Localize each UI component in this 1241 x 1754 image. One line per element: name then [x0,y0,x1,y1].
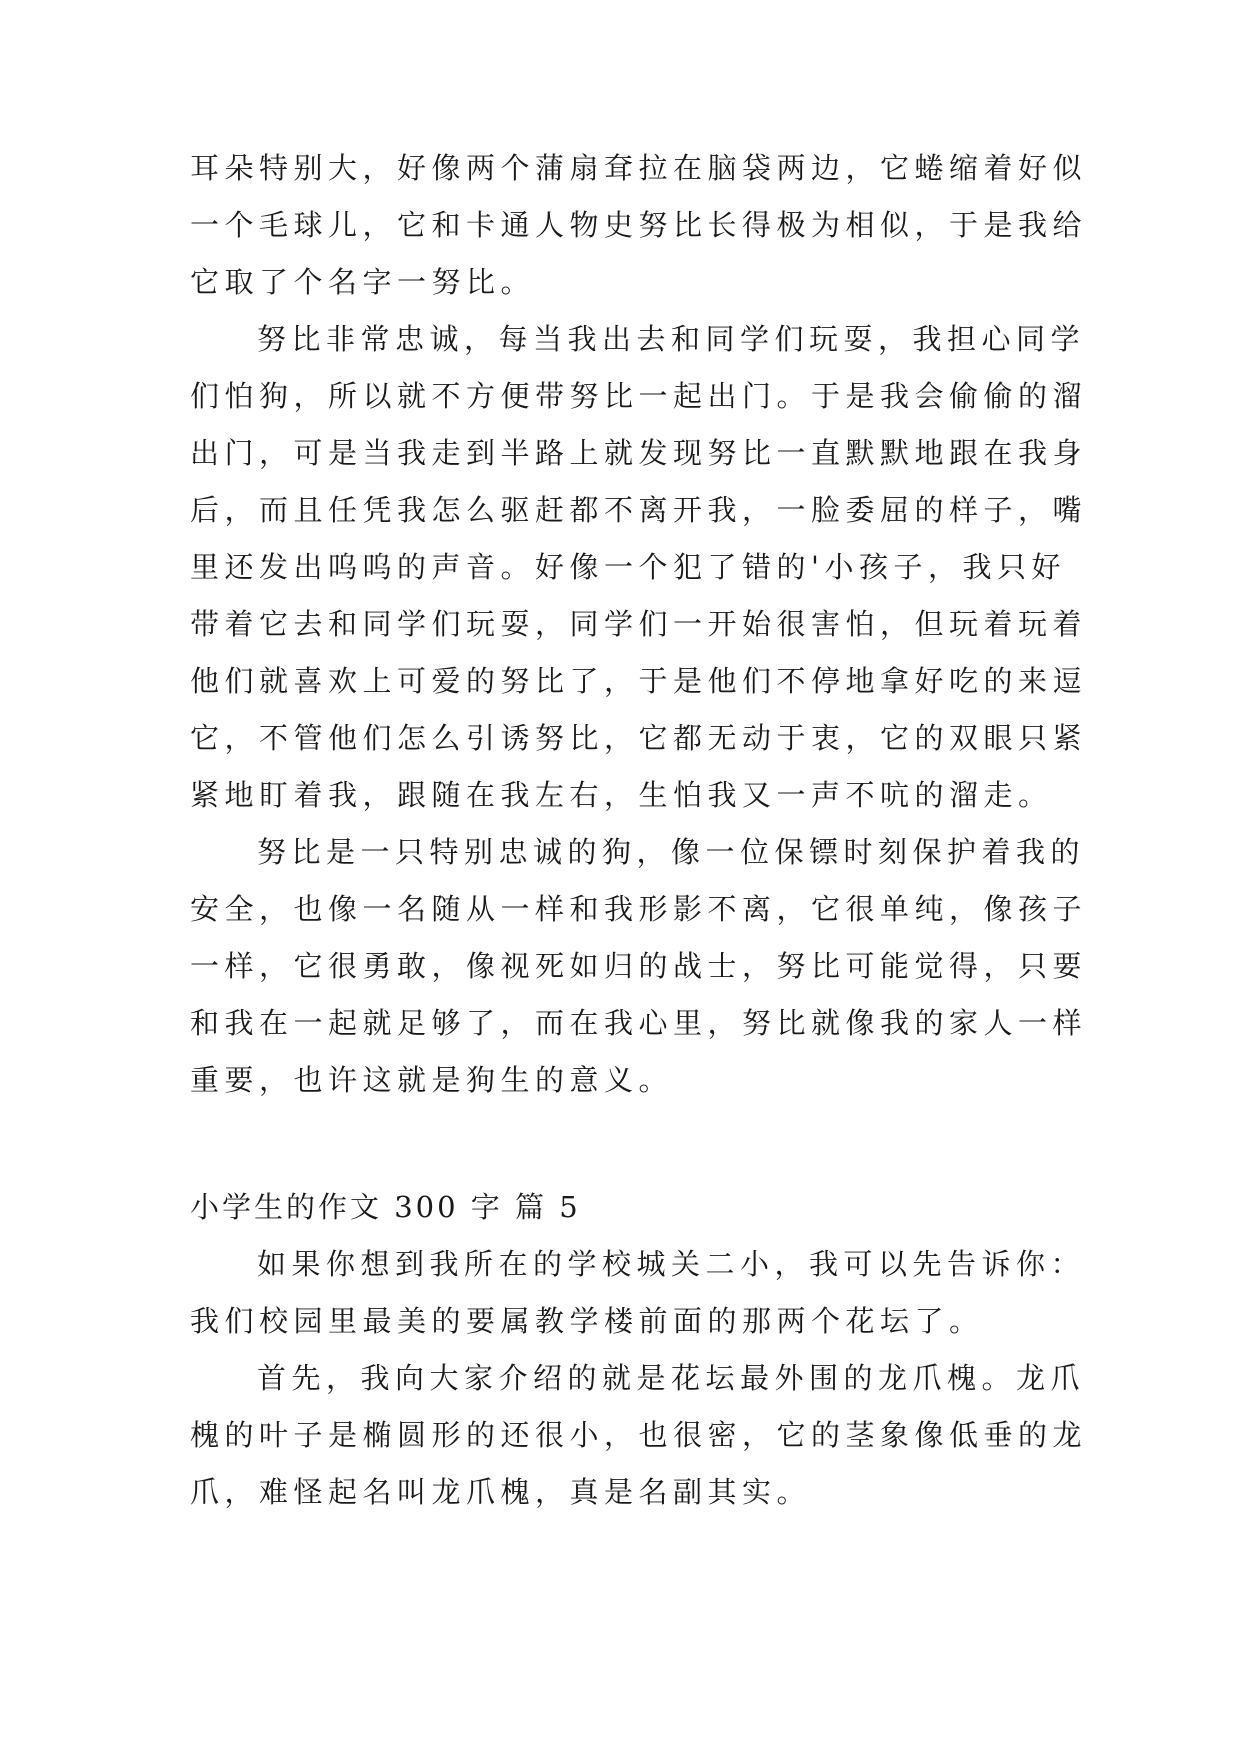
text-line: 首先，我向大家介绍的就是花坛最外围的龙爪槐。龙爪 [257,1361,1086,1395]
text-line: 爪，难怪起名叫龙爪槐，真是名副其实。 [190,1475,812,1509]
text-line: 如果你想到我所在的学校城关二小，我可以先告诉你： [257,1247,1086,1281]
text-line: 们怕狗，所以就不方便带努比一起出门。于是我会偷偷的溜 [190,379,1088,413]
text-line: 槐的叶子是椭圆形的还很小，也很密，它的茎象像低垂的龙 [190,1418,1088,1452]
text-line: 它，不管他们怎么引诱努比，它都无动于衷，它的双眼只紧 [190,721,1088,755]
text-line: 带着它去和同学们玩耍，同学们一开始很害怕，但玩着玩着 [190,607,1088,641]
text-line: 一样，它很勇敢，像视死如归的战士，努比可能觉得，只要 [190,949,1088,983]
text-line: 努比是一只特别忠诚的狗，像一位保镖时刻保护着我的 [257,835,1086,869]
text-line: 里还发出呜呜的声音。好像一个犯了错的'小孩子，我只好 [190,550,1066,584]
text-line: 和我在一起就足够了，而在我心里，努比就像我的家人一样 [190,1006,1088,1040]
text-line: 安全，也像一名随从一样和我形影不离，它很单纯，像孩子 [190,892,1088,926]
text-line: 重要，也许这就是狗生的意义。 [190,1063,674,1097]
text-line: 它取了个名字一努比。 [190,265,536,299]
text-line: 他们就喜欢上可爱的努比了，于是他们不停地拿好吃的来逗 [190,664,1088,698]
text-line: 紧地盯着我，跟随在我左右，生怕我又一声不吭的溜走。 [190,778,1053,812]
text-line: 努比非常忠诚，每当我出去和同学们玩耍，我担心同学 [257,322,1086,356]
section-heading: 小学生的作文 300 字 篇 5 [190,1190,581,1224]
text-line: 出门，可是当我走到半路上就发现努比一直默默地跟在我身 [190,436,1088,470]
text-line: 我们校园里最美的要属教学楼前面的那两个花坛了。 [190,1304,984,1338]
text-line: 耳朵特别大，好像两个蒲扇耷拉在脑袋两边，它蜷缩着好似 [190,151,1088,185]
text-line: 后，而且任凭我怎么驱赶都不离开我，一脸委屈的样子，嘴 [190,493,1088,527]
text-line: 一个毛球儿，它和卡通人物史努比长得极为相似，于是我给 [190,208,1088,242]
